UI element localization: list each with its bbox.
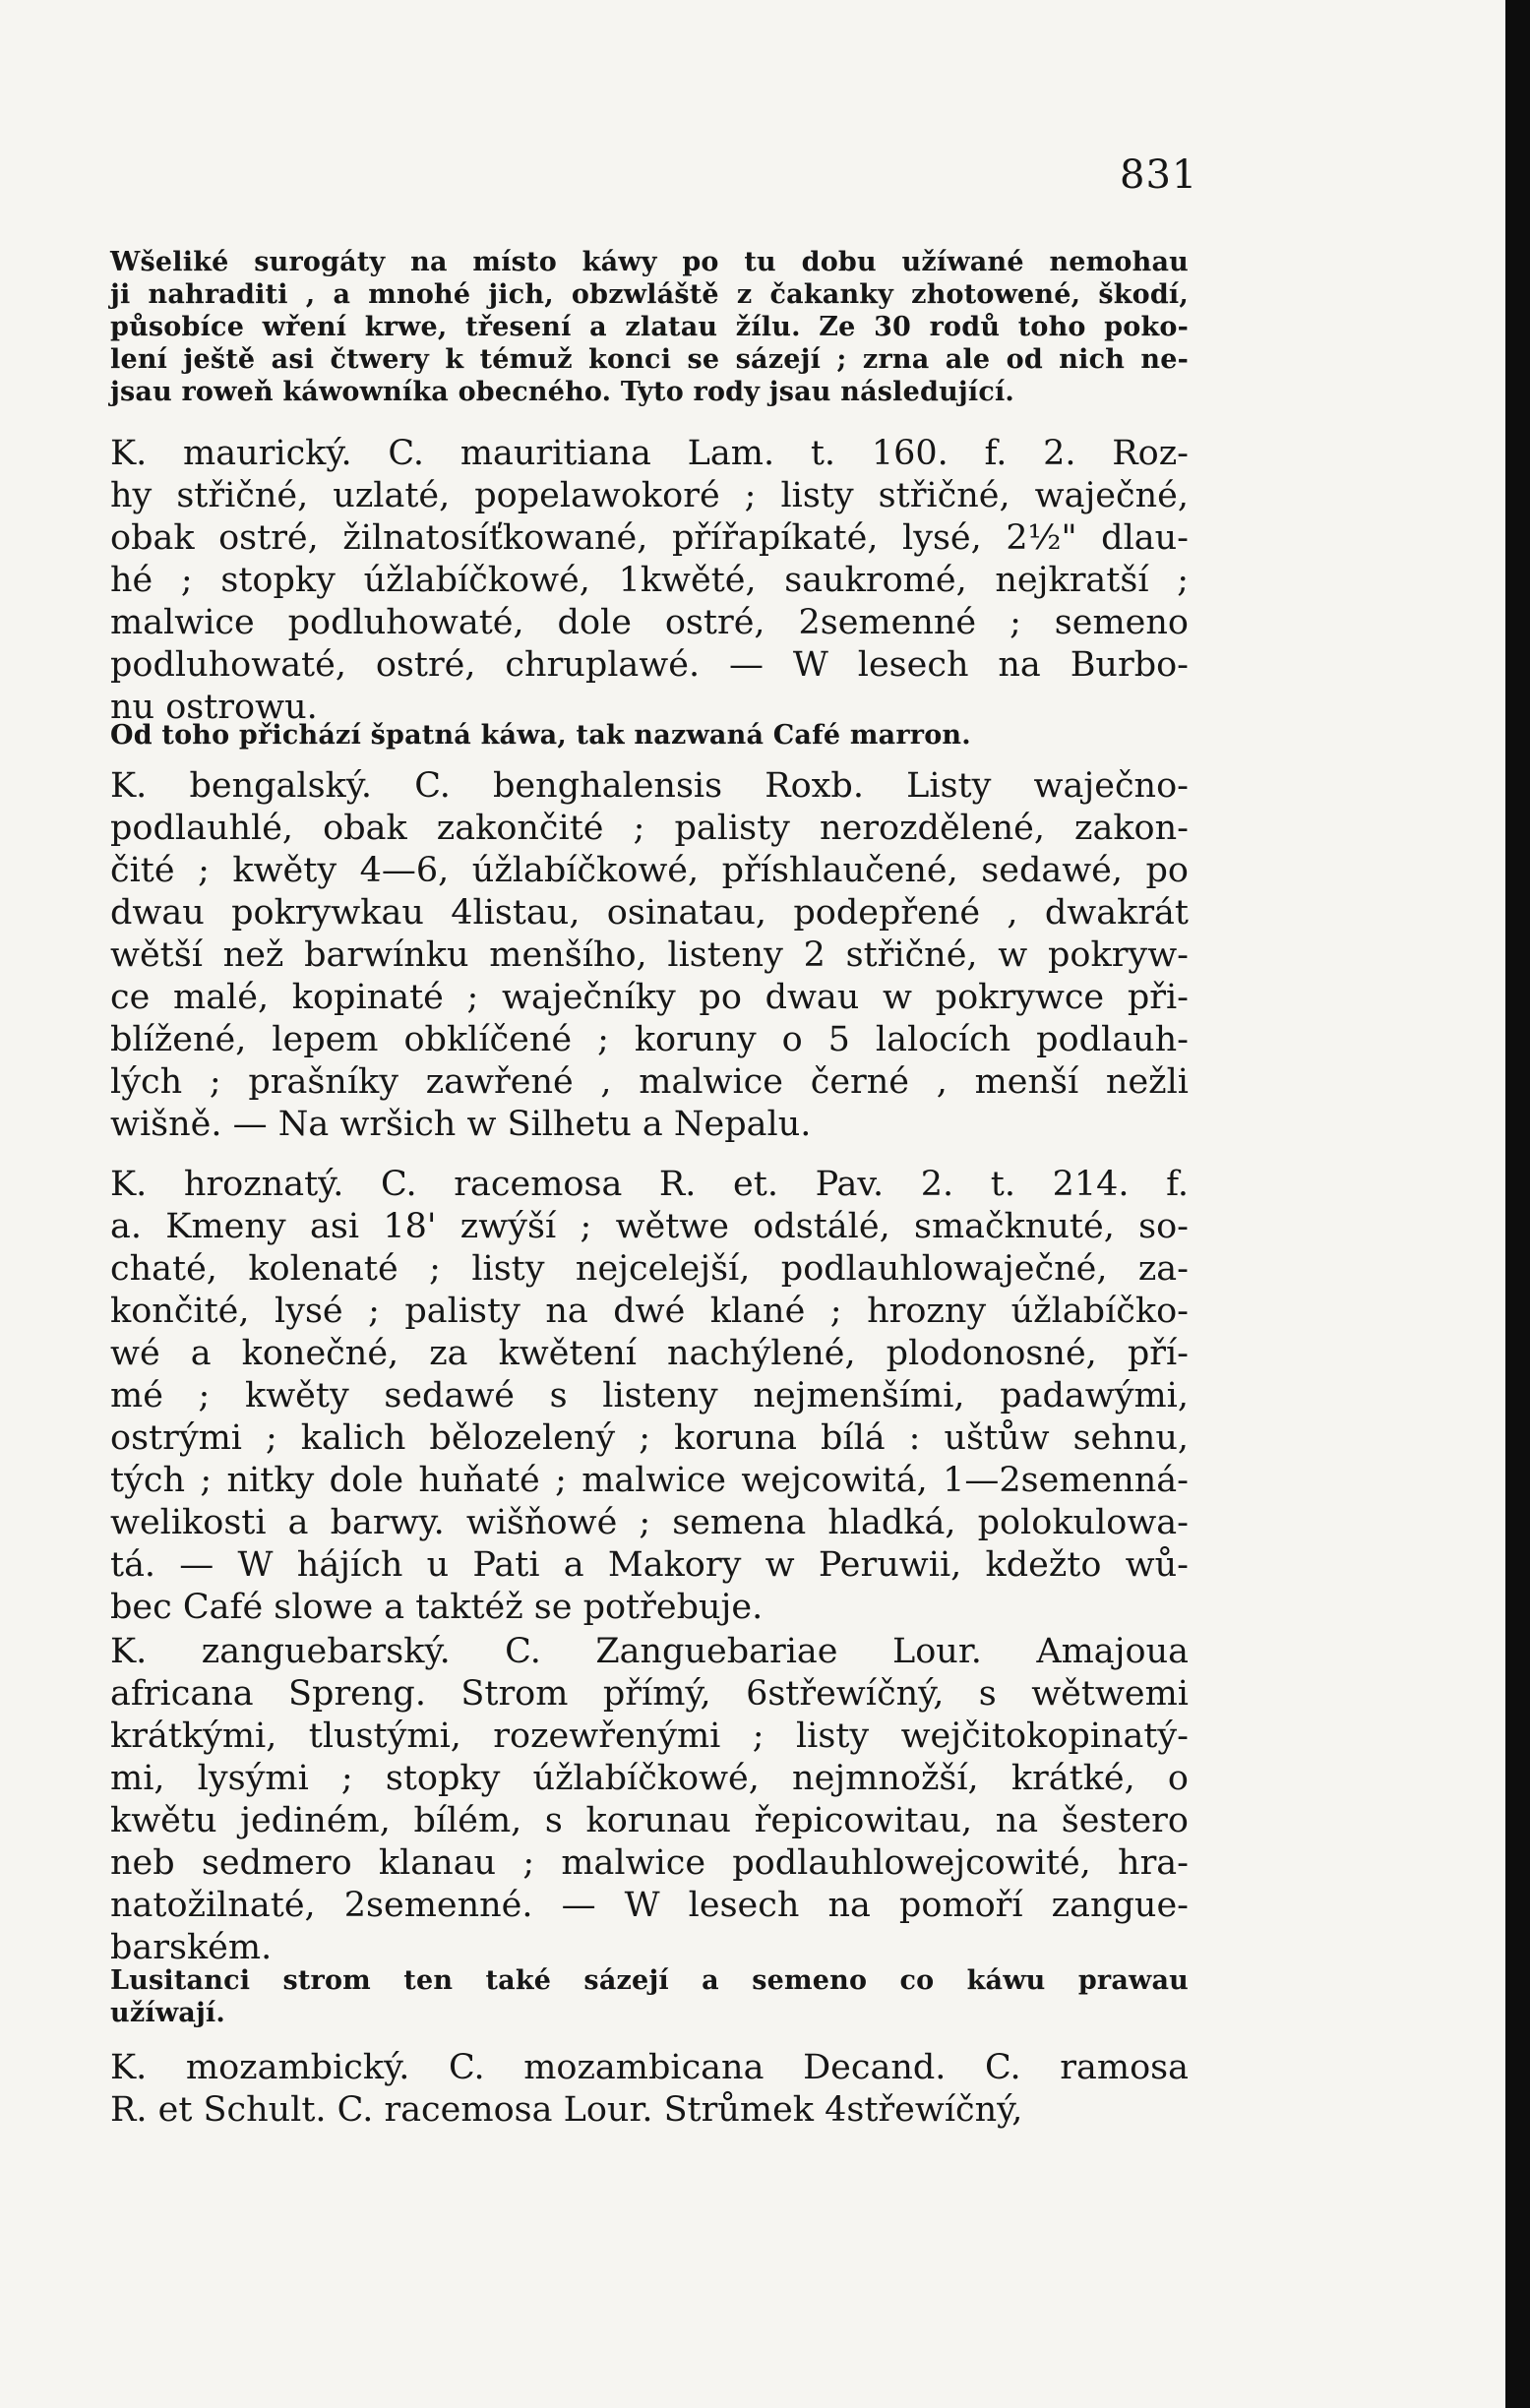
text-line: tá. — W hájích u Pati a Makory w Peruwii, kdežto wů- (110, 1545, 1189, 1585)
text-line: R. et Schult. C. racemosa Lour. Strůmek 4střewíčný, (110, 2090, 1023, 2130)
text-line: tých ; nitky dole huňaté ; malwice wejcowitá, 1—2semenná- (110, 1461, 1189, 1500)
text-line: K. mozambický. C. mozambicana Decand. C. ramosa (110, 2048, 1189, 2087)
text-line: barském. (110, 1928, 273, 1967)
text-line: mi, lysými ; stopky úžlabíčkowé, nejmnožší, krátké, o (110, 1759, 1189, 1798)
text-line: obak ostré, žilnatosíťkowané, přířapíkaté, lysé, 2½" dlau- (110, 518, 1189, 558)
text-line: bec Café slowe a taktéž se potřebuje. (110, 1588, 764, 1627)
text-line: hé ; stopky úžlabíčkowé, 1kwěté, saukromé, nejkratší ; (110, 561, 1189, 600)
paragraph (110, 246, 1189, 408)
text-line: krátkými, tlustými, rozewřenými ; listy wejčitokopinatý- (110, 1716, 1189, 1756)
text-line: jsau roweň káwowníka obecného. Tyto rody jsau následující. (110, 377, 1015, 407)
paragraph (110, 2047, 1189, 2132)
text-line: působíce wření krwe, třesení a zlatau žílu. Ze 30 rodů toho poko- (110, 312, 1189, 342)
text-line: kwětu jediném, bílém, s korunau řepicowitau, na šestero (110, 1801, 1189, 1840)
paragraph (110, 719, 1189, 752)
text-line: welikosti a barwy. wišňowé ; semena hladká, polokulowa- (110, 1503, 1189, 1542)
text-line: podlauhlé, obak zakončité ; palisty nerozdělené, zakon- (110, 809, 1189, 848)
text-line: dwau pokrywkau 4listau, osinatau, podepřené , dwakrát (110, 893, 1189, 933)
text-line: malwice podluhowaté, dole ostré, 2semenné ; semeno (110, 603, 1189, 642)
text-line: hy střičné, uzlaté, popelawokoré ; listy střičné, waječné, (110, 476, 1189, 515)
text-line: wětší než barwínku menšího, listeny 2 střičné, w pokryw- (110, 935, 1189, 975)
text-line: lení ještě asi čtwery k témuž konci se sázejí ; zrna ale od nich ne- (110, 344, 1189, 375)
page-number: 831 (1120, 152, 1198, 198)
paragraph (110, 1631, 1189, 1969)
paragraph (110, 1964, 1189, 2029)
text-line: natožilnaté, 2semenné. — W lesech na pomoří zangue- (110, 1886, 1189, 1925)
text-line: K. zanguebarský. C. Zanguebariae Lour. Amajoua (110, 1632, 1189, 1671)
paragraph (110, 1164, 1189, 1629)
text-line: ji nahraditi , a mnohé jich, obzwláště z čakanky zhotowené, škodí, (110, 279, 1189, 310)
text-line: Od toho přichází špatná káwa, tak nazwaná Café marron. (110, 720, 971, 751)
text-line: ostrými ; kalich bělozelený ; koruna bílá : uštůw sehnu, (110, 1418, 1189, 1458)
text-line: a. Kmeny asi 18' zwýší ; wětwe odstálé, smačknuté, so- (110, 1207, 1189, 1246)
text-line: wé a konečné, za kwětení nachýlené, plodonosné, pří- (110, 1334, 1189, 1373)
text-line: africana Spreng. Strom přímý, 6střewíčný, s wětwemi (110, 1674, 1189, 1714)
paragraph (110, 433, 1189, 729)
text-line: Lusitanci strom ten také sázejí a semeno co káwu prawau (110, 1965, 1189, 1996)
paragraph (110, 765, 1189, 1146)
text-line: ce malé, kopinaté ; waječníky po dwau w pokrywce při- (110, 978, 1189, 1017)
text-line: končité, lysé ; palisty na dwé klané ; hrozny úžlabíčko- (110, 1292, 1189, 1331)
text-line: K. hroznatý. C. racemosa R. et. Pav. 2. t. 214. f. (110, 1165, 1189, 1204)
text-line: K. bengalský. C. benghalensis Roxb. Listy waječno- (110, 766, 1189, 806)
text-line: užíwají. (110, 1998, 225, 2028)
text-line: nu ostrowu. (110, 688, 318, 727)
text-line: neb sedmero klanau ; malwice podlauhlowejcowité, hra- (110, 1843, 1189, 1883)
text-line: chaté, kolenaté ; listy nejcelejší, podlauhlowaječné, za- (110, 1249, 1189, 1289)
text-line: podluhowaté, ostré, chruplawé. — W lesech na Burbo- (110, 645, 1189, 685)
text-line: lých ; prašníky zawřené , malwice černé , menší nežli (110, 1062, 1189, 1102)
text-line: wišně. — Na wršich w Silhetu a Nepalu. (110, 1105, 812, 1144)
text-line: K. maurický. C. mauritiana Lam. t. 160. f. 2. Roz- (110, 434, 1189, 473)
text-line: blížené, lepem obklíčené ; koruny o 5 lalocích podlauh- (110, 1020, 1189, 1059)
text-line: čité ; kwěty 4—6, úžlabíčkowé, příshlaučené, sedawé, po (110, 851, 1189, 890)
text-line: Wšeliké surogáty na místo káwy po tu dobu užíwané nemohau (110, 247, 1189, 277)
text-line: mé ; kwěty sedawé s listeny nejmenšími, padawými, (110, 1376, 1189, 1415)
